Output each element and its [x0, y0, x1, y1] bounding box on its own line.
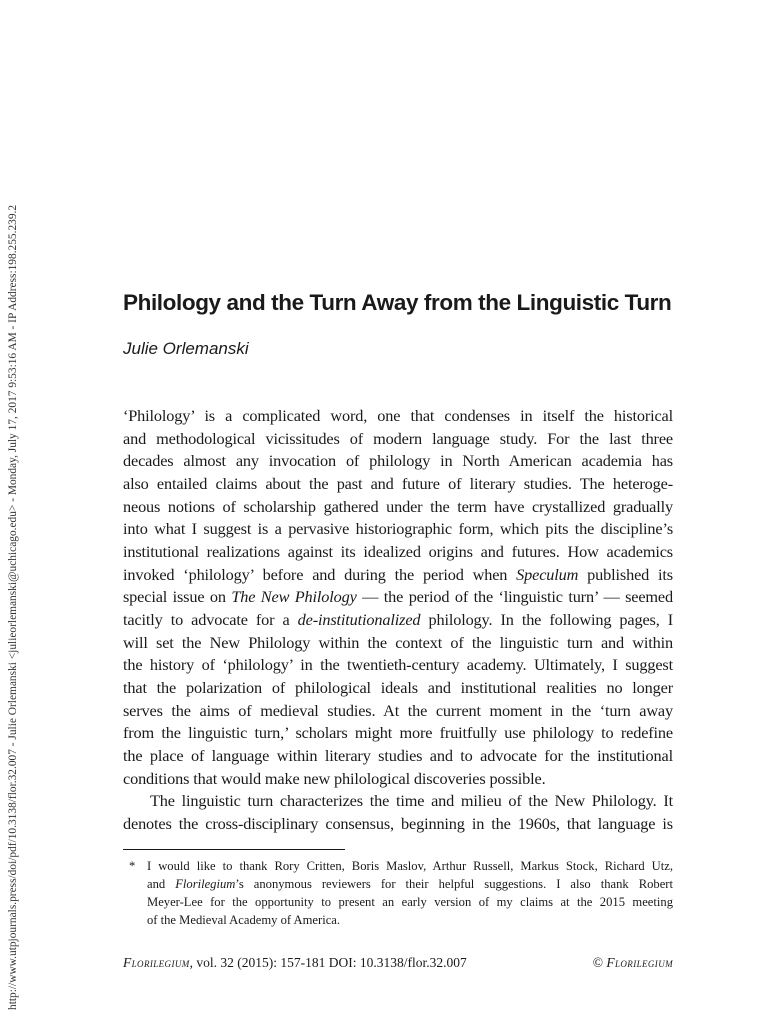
body-line: also entailed claims about the past and future of literary studies. The heteroge- [123, 473, 673, 493]
journal-name-florilegium: Florilegium [175, 877, 236, 891]
body-line: from the linguistic turn,’ scholars might more fruitfully use philology to redefine [123, 723, 673, 743]
footnote-rule [123, 849, 345, 850]
journal-name-speculum: Speculum [516, 564, 579, 584]
body-line: ‘Philology’ is a complicated word, one that condenses in itself the historical [123, 406, 673, 425]
article-title: Philology and the Turn Away from the Linguistic Turn [123, 290, 672, 315]
body-line: the place of language within literary studies and to advocate for the institutional [123, 745, 673, 765]
footnote-marker: * [129, 859, 136, 873]
body-line: decades almost any invocation of philology in North American academia has [123, 451, 673, 471]
body-line: and methodological vicissitudes of modern language study. For the last three [123, 428, 673, 448]
watermark-text: http://www.utpjournals.press/doi/pdf/10.3138/flor.32.007 - Julie Orlemanski <julieorlemanski@uchicago.edu> - Monday, July 17, 2017 9:53:16 AM - IP Address:198.255.239.2 [7, 204, 19, 1010]
body-line: that the polarization of philological ideals and institutional realities no longer [123, 677, 673, 697]
body-line: invoked ‘philology’ before and during the period when Speculum published its [123, 564, 673, 584]
footnote [123, 857, 673, 929]
article-body [123, 405, 673, 835]
article-author: Julie Orlemanski [123, 339, 249, 358]
emphasized-term: de-institutionalized [297, 609, 421, 629]
body-line: The linguistic turn characterizes the time and milieu of the New Philology. It [150, 791, 673, 811]
footnote-line: Meyer-Lee for the opportunity to present an early version of my claims at the 2015 meeting [147, 895, 673, 909]
footer-citation [123, 955, 467, 971]
footnote-line: I would like to thank Rory Critten, Boris Maslov, Arthur Russell, Markus Stock, Richard Utz, [147, 859, 673, 873]
body-line: neous notions of scholarship gathered under the term have crystallized gradually [123, 496, 673, 516]
body-line: will set the New Philology within the context of the linguistic turn and within [123, 632, 673, 652]
footnote-line: and Florilegium’s anonymous reviewers for their helpful suggestions. I also thank Robert [147, 877, 673, 891]
body-line: the history of ‘philology’ in the twentieth-century academy. Ultimately, I suggest [123, 655, 673, 675]
body-line: conditions that would make new philological discoveries possible. [123, 768, 546, 788]
footer-copyright-holder: Florilegium [606, 955, 673, 970]
page-footer [123, 955, 673, 973]
footer-copyright: © Florilegium [592, 955, 673, 970]
footer-volume-doi: , vol. 32 (2015): 157-181 DOI: 10.3138/flor.32.007 [189, 955, 467, 970]
footer-journal: Florilegium [123, 955, 190, 970]
body-line: serves the aims of medieval studies. At the current moment in the ‘turn away [123, 700, 673, 720]
issue-title: The New Philology [231, 587, 357, 607]
body-line: tacitly to advocate for a de-institutionalized philology. In the following pages, I [123, 609, 673, 629]
body-line: into what I suggest is a pervasive historiographic form, which pits the discipline’s [123, 519, 673, 539]
body-line: institutional realizations against its idealized origins and futures. How academics [123, 541, 673, 561]
footnote-line: of the Medieval Academy of America. [147, 913, 341, 927]
download-watermark [0, 0, 20, 1024]
body-line: special issue on The New Philology — the period of the ‘linguistic turn’ — seemed [123, 587, 673, 607]
body-line: denotes the cross-disciplinary consensus, beginning in the 1960s, that language is [123, 813, 673, 833]
